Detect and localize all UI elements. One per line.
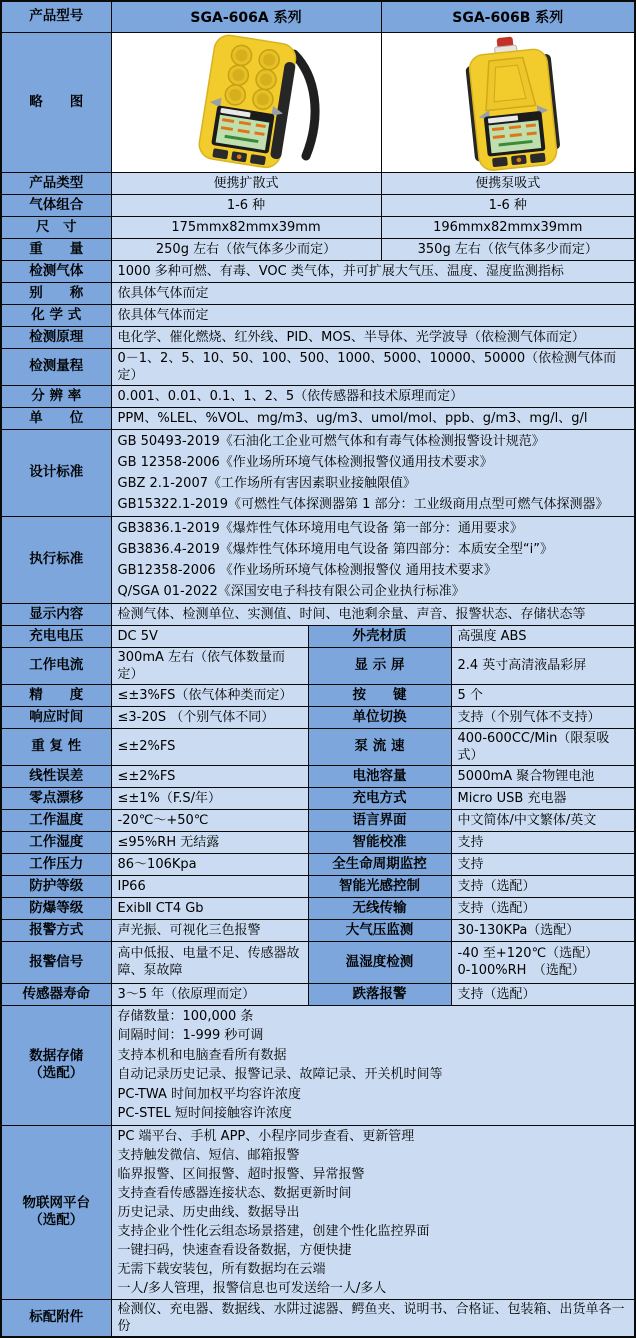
spec-label: 重 复 性	[1, 728, 111, 765]
spec-label: 尺 寸	[1, 216, 111, 238]
spec-label: 产品类型	[1, 172, 111, 194]
spec-label: 泵 流 速	[308, 728, 451, 765]
spec-value: 5000mA 聚合物锂电池	[451, 765, 635, 787]
spec-label: 精 度	[1, 684, 111, 706]
iot-label-line: 物联网平台	[22, 1195, 90, 1211]
spec-label: 检测量程	[1, 348, 111, 385]
gas-detector-b-image	[388, 34, 634, 170]
data-storage-line: 自动记录历史记录、报警记录、故障记录、开关机时间等	[117, 1067, 443, 1082]
row-product-type	[1, 172, 635, 194]
spec-value-a: 175mmx82mmx39mm	[111, 216, 381, 238]
data-storage-line: PC-TWA 时间加权平均容许浓度	[117, 1086, 302, 1102]
row-current-display	[1, 647, 635, 684]
spec-value-b: 1-6 种	[381, 194, 635, 216]
spec-label: 检测原理	[1, 326, 111, 348]
row-detection-principle	[1, 326, 635, 348]
spec-value-b: 350g 左右（依气体多少而定）	[381, 238, 635, 260]
row-explosion-wireless	[1, 897, 635, 919]
row-gas-combination	[1, 194, 635, 216]
spec-label: 语言界面	[308, 809, 451, 831]
execution-standard-label: 执行标准	[1, 516, 111, 603]
device-b-photo-cell	[381, 32, 635, 172]
data-storage-line: 存储数量：100,000 条	[117, 1008, 254, 1024]
spec-value: PPM、%LEL、%VOL、mg/m3、ug/m3、umol/mol、ppb、g/m3、mg/l、g/l	[111, 407, 635, 429]
spec-label: 跌落报警	[308, 983, 451, 1005]
display-content-value: 检测气体、检测单位、实测值、时间、电池剩余量、声音、报警状态、存储状态等	[111, 603, 635, 625]
spec-label: 化 学 式	[1, 304, 111, 326]
row-accuracy-keys	[1, 684, 635, 706]
spec-value: Micro USB 充电器	[451, 787, 635, 809]
data-storage-label-line: （选配）	[29, 1065, 84, 1081]
spec-value: 高强度 ABS	[451, 625, 635, 647]
standard-line: GB3836.4-2019《爆炸性气体环境用电气设备 第四部分：本质安全型“i”》	[117, 541, 553, 557]
iot-line: 历史记录、历史曲线、数据导出	[117, 1204, 300, 1220]
spec-label: 气体组合	[1, 194, 111, 216]
row-ip-lightsense	[1, 875, 635, 897]
spec-value-line: -40 至+120℃（选配）	[457, 946, 599, 961]
design-standard-label: 设计标准	[1, 429, 111, 516]
iot-line: 一键扫码，快速查看设备数据，方便快捷	[117, 1242, 352, 1258]
spec-value: 依具体气体而定	[111, 282, 635, 304]
row-product-model	[1, 1, 635, 32]
spec-label: 显 示 屏	[308, 647, 451, 684]
accessories-value: 检测仪、充电器、数据线、水阱过滤器、鳄鱼夹、说明书、合格证、包装箱、出货单各一份	[111, 1299, 635, 1337]
standard-line: GB15322.1-2019《可燃性气体探测器第 1 部分：工业级商用点型可燃气体探测器》	[117, 496, 609, 512]
spec-value: 2.4 英寸高清液晶彩屏	[451, 647, 635, 684]
execution-standard-value	[111, 516, 635, 603]
row-detect-gas	[1, 260, 635, 282]
row-alias	[1, 282, 635, 304]
spec-value: 支持（选配）	[451, 897, 635, 919]
accessories-label: 标配附件	[1, 1299, 111, 1337]
row-design-standard	[1, 429, 635, 516]
spec-label: 工作压力	[1, 853, 111, 875]
spec-value: 3～5 年（依原理而定）	[111, 983, 308, 1005]
spec-value: 0－1、2、5、10、50、100、500、1000、5000、10000、50000（依检测气体而定）	[111, 348, 635, 385]
row-accessories	[1, 1299, 635, 1337]
row-alarm-airpressure	[1, 919, 635, 941]
row-zero-drift-charging	[1, 787, 635, 809]
spec-label: 报警信号	[1, 941, 111, 983]
spec-label: 报警方式	[1, 919, 111, 941]
spec-label: 充电方式	[308, 787, 451, 809]
spec-value: 支持（选配）	[451, 875, 635, 897]
row-chemical-formula	[1, 304, 635, 326]
row-linearity-battery	[1, 765, 635, 787]
spec-label: 无线传输	[308, 897, 451, 919]
row-data-storage	[1, 1005, 635, 1125]
row-charge-voltage-shell	[1, 625, 635, 647]
iot-platform-value	[111, 1125, 635, 1299]
data-storage-label	[1, 1005, 111, 1125]
spec-value: 支持（个别气体不支持）	[451, 706, 635, 728]
iot-platform-label	[1, 1125, 111, 1299]
data-storage-label-line: 数据存储	[29, 1048, 84, 1064]
iot-line: 支持企业个性化云组态场景搭建，创建个性化监控界面	[117, 1223, 430, 1239]
display-content-label: 显示内容	[1, 603, 111, 625]
device-a-photo-cell	[111, 32, 381, 172]
row-detection-range	[1, 348, 635, 385]
spec-label: 检测气体	[1, 260, 111, 282]
spec-value: ≤±2%FS	[111, 728, 308, 765]
spec-value: 依具体气体而定	[111, 304, 635, 326]
row-humidity-calibration	[1, 831, 635, 853]
row-sensorlife-dropalarm	[1, 983, 635, 1005]
spec-value-a: 250g 左右（依气体多少而定）	[111, 238, 381, 260]
row-resolution	[1, 385, 635, 407]
spec-value: 支持（选配）	[451, 983, 635, 1005]
spec-label: 重 量	[1, 238, 111, 260]
spec-label: 零点漂移	[1, 787, 111, 809]
row-repeatability-pump	[1, 728, 635, 765]
spec-value: 5 个	[451, 684, 635, 706]
spec-label: 工作电流	[1, 647, 111, 684]
spec-value: 300mA 左右（依气体数量而定）	[111, 647, 308, 684]
spec-value: 声光振、可视化三色报警	[111, 919, 308, 941]
standard-line: GB 12358-2006《作业场所环境气体检测报警仪通用技术要求》	[117, 454, 493, 470]
spec-value: -20℃～+50℃	[111, 809, 308, 831]
spec-value: 86～106Kpa	[111, 853, 308, 875]
sketch-label: 略 图	[1, 32, 111, 172]
spec-label: 大气压监测	[308, 919, 451, 941]
spec-value: 0.001、0.01、0.1、1、2、5（依传感器和技术原理而定）	[111, 385, 635, 407]
row-weight	[1, 238, 635, 260]
iot-line: PC 端平台、手机 APP、小程序同步查看、更新管理	[117, 1128, 415, 1144]
spec-label: 防护等级	[1, 875, 111, 897]
spec-label: 按 键	[308, 684, 451, 706]
spec-label: 线性误差	[1, 765, 111, 787]
spec-label: 工作湿度	[1, 831, 111, 853]
spec-label: 电池容量	[308, 765, 451, 787]
row-display-content	[1, 603, 635, 625]
spec-label: 分 辨 率	[1, 385, 111, 407]
spec-value: 30-130KPa（选配）	[451, 919, 635, 941]
series-a-header: SGA-606A 系列	[111, 1, 381, 32]
iot-line: 一人/多人管理，报警信息也可发送给一人/多人	[117, 1280, 387, 1296]
spec-value: 高中低报、电量不足、传感器故障、泵故障	[111, 941, 308, 983]
spec-value: ExibⅡ CT4 Gb	[111, 897, 308, 919]
spec-label: 温湿度检测	[308, 941, 451, 983]
iot-line: 支持触发微信、短信、邮箱报警	[117, 1147, 300, 1163]
gas-detector-a-image	[118, 34, 380, 170]
row-execution-standard	[1, 516, 635, 603]
spec-value: ≤95%RH 无结露	[111, 831, 308, 853]
iot-line: 无需下载安装包，所有数据均在云端	[117, 1261, 326, 1277]
spec-value: ≤±2%FS	[111, 765, 308, 787]
spec-label: 工作温度	[1, 809, 111, 831]
spec-label: 充电电压	[1, 625, 111, 647]
spec-label: 传感器寿命	[1, 983, 111, 1005]
spec-label: 智能光感控制	[308, 875, 451, 897]
spec-label: 外壳材质	[308, 625, 451, 647]
spec-value: ≤±3%FS（依气体种类而定）	[111, 684, 308, 706]
standard-line: GBZ 2.1-2007《工作场所有害因素职业接触限值》	[117, 475, 416, 491]
spec-label: 别 称	[1, 282, 111, 304]
spec-value-a: 1-6 种	[111, 194, 381, 216]
spec-value: ≤3-20S （个别气体不同）	[111, 706, 308, 728]
spec-label: 单位切换	[308, 706, 451, 728]
iot-line: 临界报警、区间报警、超时报警、异常报警	[117, 1166, 365, 1182]
data-storage-line: 间隔时间：1-999 秒可调	[117, 1028, 264, 1043]
spec-value: DC 5V	[111, 625, 308, 647]
spec-value-b: 便携泵吸式	[381, 172, 635, 194]
spec-label: 防爆等级	[1, 897, 111, 919]
standard-line: GB3836.1-2019《爆炸性气体环境用电气设备 第一部分：通用要求》	[117, 520, 523, 536]
spec-value	[451, 941, 635, 983]
row-iot-platform	[1, 1125, 635, 1299]
row-dimensions	[1, 216, 635, 238]
standard-line: GB 50493-2019《石油化工企业可燃气体和有毒气体检测报警设计规范》	[117, 433, 545, 449]
spec-value: IP66	[111, 875, 308, 897]
spec-value-a: 便携扩散式	[111, 172, 381, 194]
data-storage-value	[111, 1005, 635, 1125]
spec-value: 电化学、催化燃烧、红外线、PID、MOS、半导体、光学波导（依检测气体而定）	[111, 326, 635, 348]
spec-value-line: 0-100%RH （选配）	[457, 963, 585, 978]
iot-label-line: （选配）	[29, 1212, 84, 1228]
product-model-label: 产品型号	[1, 1, 111, 32]
standard-line: GB12358-2006 《作业场所环境气体检测报警仪 通用技术要求》	[117, 562, 497, 578]
row-unit	[1, 407, 635, 429]
row-response-unit-switch	[1, 706, 635, 728]
spec-value: 1000 多种可燃、有毒、VOC 类气体，并可扩展大气压、温度、湿度监测指标	[111, 260, 635, 282]
spec-value: 400-600CC/Min（限泵吸式）	[451, 728, 635, 765]
spec-label: 智能校准	[308, 831, 451, 853]
spec-label: 全生命周期监控	[308, 853, 451, 875]
series-b-header: SGA-606B 系列	[381, 1, 635, 32]
iot-line: 支持查看传感器连接状态、数据更新时间	[117, 1185, 352, 1201]
spec-value-b: 196mmx82mmx39mm	[381, 216, 635, 238]
spec-value: 中文简体/中文繁体/英文	[451, 809, 635, 831]
row-pressure-lifecycle	[1, 853, 635, 875]
row-alarmsignal-temphumidity	[1, 941, 635, 983]
spec-value: 支持	[451, 853, 635, 875]
design-standard-value	[111, 429, 635, 516]
spec-label: 响应时间	[1, 706, 111, 728]
standard-line: Q/SGA 01-2022《深国安电子科技有限公司企业执行标准》	[117, 583, 465, 599]
spec-value: 支持	[451, 831, 635, 853]
spec-value: ≤±1%（F.S/年）	[111, 787, 308, 809]
row-temp-language	[1, 809, 635, 831]
spec-label: 单 位	[1, 407, 111, 429]
data-storage-line: 支持本机和电脑查看所有数据	[117, 1047, 287, 1063]
data-storage-line: PC-STEL 短时间接触容许浓度	[117, 1106, 292, 1121]
row-sketch	[1, 32, 635, 172]
